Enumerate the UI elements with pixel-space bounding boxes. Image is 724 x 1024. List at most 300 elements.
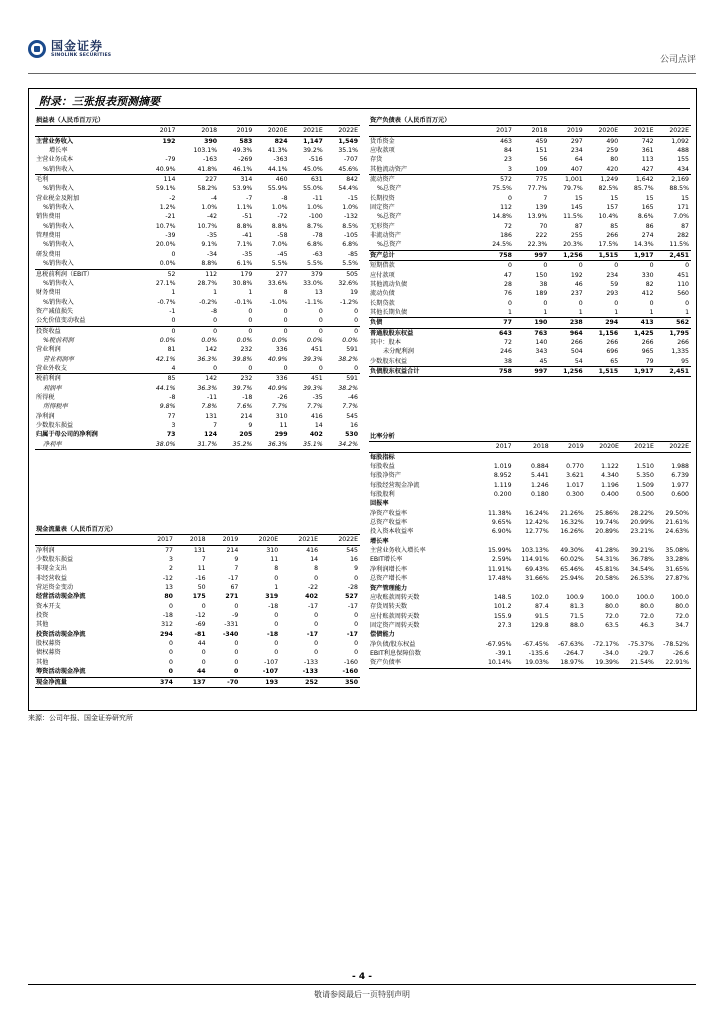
- row-value: 343: [535, 348, 548, 356]
- row-value: 0: [507, 194, 512, 202]
- row-value: 34.7: [675, 621, 689, 629]
- table-row: [369, 640, 691, 649]
- row-value: [551, 584, 586, 593]
- row-label: 所得税率: [43, 403, 68, 411]
- row-label: 每股收益: [370, 463, 395, 471]
- row-value: 39.7%: [232, 384, 253, 392]
- row-value: 997: [514, 366, 549, 376]
- year-header: 2018: [177, 126, 219, 136]
- row-value: 8.952: [493, 472, 512, 480]
- row-value: 41.28%: [595, 547, 619, 555]
- table-row: [35, 155, 360, 164]
- row-value: 31.66%: [525, 575, 549, 583]
- row-value: 0.770: [566, 463, 584, 471]
- row-value: 1.988: [671, 463, 689, 471]
- row-label: 资本开支: [36, 602, 61, 610]
- row-value: 1.1%: [236, 204, 253, 212]
- row-value: 1.122: [601, 463, 619, 471]
- row-value: 28: [504, 280, 512, 288]
- row-value: 0: [248, 307, 253, 315]
- row-value: 1.0%: [271, 204, 288, 212]
- row-value: 20.3%: [563, 241, 583, 249]
- row-value: 964: [549, 328, 584, 338]
- row-value: 282: [677, 232, 689, 240]
- row-label: 其他: [36, 658, 49, 666]
- row-label: 主营业务收入: [36, 137, 74, 145]
- row-label: 每股经营现金净流: [370, 481, 420, 489]
- row-label: EBIT增长率: [370, 556, 403, 564]
- row-label: 应付款项: [370, 271, 395, 279]
- sinolink-logo: [28, 40, 111, 59]
- row-value: 53.9%: [232, 185, 253, 193]
- row-value: 58.2%: [197, 185, 218, 193]
- row-label: 存货: [370, 156, 383, 164]
- row-value: 3: [171, 422, 176, 429]
- row-value: 17.48%: [487, 575, 512, 583]
- row-value: [514, 537, 551, 546]
- row-value: [656, 452, 691, 462]
- row-value: 1: [543, 308, 548, 316]
- row-value: 1.2%: [159, 204, 176, 212]
- row-value: 80.0: [640, 603, 654, 611]
- row-value: 112: [500, 204, 512, 212]
- row-value: 151: [535, 147, 548, 155]
- row-value: -1: [169, 307, 176, 315]
- row-value: [551, 630, 586, 639]
- row-value: [551, 499, 586, 508]
- row-value: [656, 584, 691, 593]
- row-value: -105: [343, 232, 358, 240]
- income-statement-table: [35, 116, 360, 450]
- row-value: 0.600: [671, 491, 689, 499]
- row-value: 114: [142, 175, 177, 185]
- row-value: 32.6%: [338, 279, 358, 287]
- row-value: 0: [169, 649, 173, 657]
- year-header: 2022E: [320, 535, 360, 545]
- row-value: 110: [677, 280, 689, 288]
- row-label: %总资产: [377, 241, 402, 249]
- row-value: -42: [206, 213, 218, 221]
- table-row: [369, 518, 691, 527]
- row-value: 9.8%: [159, 403, 176, 411]
- row-label: 回报率: [370, 500, 389, 508]
- row-value: [586, 452, 621, 462]
- row-label: 研发费用: [36, 250, 61, 258]
- row-value: 0: [234, 602, 239, 610]
- row-value: 19.74%: [595, 519, 619, 527]
- row-label: 净利率: [35, 440, 142, 450]
- row-value: 545: [346, 546, 358, 554]
- row-value: -11: [312, 194, 323, 202]
- row-label: 股权募资: [36, 640, 61, 648]
- row-value: 49.30%: [560, 547, 584, 555]
- table-row: [35, 203, 360, 212]
- row-value: 113: [641, 156, 654, 164]
- row-value: 1: [614, 308, 619, 316]
- row-value: 0: [234, 649, 239, 657]
- row-value: 35.08%: [665, 547, 689, 555]
- row-value: 8.7%: [307, 222, 323, 230]
- row-value: 25.86%: [595, 509, 619, 517]
- table-row: [369, 338, 691, 347]
- row-value: -78.52%: [663, 640, 689, 648]
- row-value: 80: [610, 156, 619, 164]
- row-label: 应收账款周转天数: [370, 593, 420, 601]
- row-value: 39.21%: [630, 547, 654, 555]
- row-value: 84: [504, 147, 512, 155]
- row-value: 36.3%: [197, 384, 218, 392]
- row-label: 流动资产: [369, 175, 478, 185]
- row-value: 34.54%: [630, 565, 654, 573]
- table-row: [35, 355, 360, 364]
- table-row: [369, 289, 691, 298]
- row-value: -81: [194, 630, 206, 638]
- row-value: 33.28%: [665, 556, 689, 564]
- disclaimer: 敬请参阅最后一页特别声明: [314, 990, 410, 999]
- row-value: 44.1%: [267, 165, 288, 173]
- row-value: 583: [239, 137, 253, 145]
- row-value: 527: [345, 593, 358, 601]
- table-row: [369, 565, 691, 574]
- row-value: 266: [606, 338, 619, 346]
- row-value: 4: [171, 364, 176, 372]
- row-value: 413: [620, 318, 655, 328]
- row-value: 232: [219, 374, 254, 384]
- row-value: 33.0%: [303, 279, 323, 287]
- year-header: 2018: [514, 126, 549, 136]
- row-value: 319: [265, 593, 279, 601]
- row-label: %销售收入: [43, 298, 74, 306]
- row-value: 18.97%: [551, 658, 586, 668]
- row-value: 0: [248, 317, 253, 325]
- row-label: 销售费用: [36, 213, 61, 221]
- row-value: 0: [177, 326, 219, 336]
- row-value: [656, 630, 691, 639]
- row-value: 416: [310, 412, 323, 420]
- row-value: 85.7%: [633, 185, 654, 193]
- row-value: 5.441: [531, 472, 549, 480]
- row-label: 息税前利润（EBIT）: [35, 269, 142, 279]
- row-label: 所得税: [36, 393, 55, 401]
- row-value: 758: [478, 366, 513, 376]
- table-row: [35, 288, 360, 297]
- year-header: 2017: [142, 126, 177, 136]
- row-value: 0: [354, 649, 358, 657]
- row-value: 38: [539, 280, 548, 288]
- table-row: [35, 658, 360, 667]
- row-value: 87.4: [534, 603, 549, 611]
- row-value: 11.5%: [563, 213, 583, 221]
- row-value: 0.200: [493, 491, 512, 499]
- row-value: 266: [641, 338, 654, 346]
- row-value: 1,795: [656, 328, 691, 338]
- row-value: 100.9: [566, 593, 584, 601]
- row-value: 294: [585, 318, 620, 328]
- row-value: [621, 499, 656, 508]
- table-row: [369, 555, 691, 564]
- row-value: -8: [169, 393, 176, 401]
- row-label: 公允价值变动收益: [36, 317, 86, 325]
- row-value: 131: [193, 546, 206, 554]
- row-value: 312: [161, 621, 173, 629]
- row-value: 591: [325, 374, 360, 384]
- row-value: 33.6%: [267, 279, 288, 287]
- row-label: 税前利润: [35, 374, 142, 384]
- row-value: 0: [234, 640, 239, 648]
- row-value: 2,169: [656, 175, 691, 185]
- table-row: [369, 452, 691, 462]
- row-value: -46: [347, 393, 358, 401]
- row-value: -160: [342, 668, 358, 676]
- table-row: [369, 194, 691, 203]
- row-value: 72.0: [640, 612, 654, 620]
- row-label: 非现金支出: [36, 565, 67, 573]
- row-label: 净资产收益率: [370, 509, 408, 517]
- row-value: 0: [614, 299, 619, 307]
- row-label: 长期贷款: [370, 299, 395, 307]
- row-value: 294: [160, 630, 173, 638]
- row-value: 40.9%: [267, 384, 288, 392]
- row-value: 0: [325, 326, 360, 336]
- row-value: 9: [234, 556, 239, 564]
- row-value: [656, 537, 691, 546]
- row-value: 451: [677, 271, 689, 279]
- table-row: [35, 677, 360, 687]
- row-value: 0.0%: [159, 260, 176, 268]
- row-value: 11.91%: [487, 565, 512, 573]
- row-value: 0: [318, 317, 323, 325]
- row-label: %税前利润: [43, 336, 74, 344]
- row-value: 591: [346, 346, 358, 354]
- year-header: 2022E: [656, 442, 691, 452]
- row-value: 30.8%: [232, 279, 253, 287]
- row-label: 短期借款: [369, 261, 478, 271]
- row-value: 451: [290, 374, 325, 384]
- row-value: 9: [248, 422, 253, 429]
- row-value: 14.3%: [633, 241, 654, 249]
- row-value: -17: [307, 602, 319, 610]
- row-value: [514, 499, 551, 508]
- row-value: 5.5%: [307, 260, 323, 268]
- row-value: 460: [254, 175, 289, 185]
- row-value: 8: [314, 565, 319, 573]
- row-value: 7.6%: [236, 403, 253, 411]
- row-value: 29.50%: [665, 509, 689, 517]
- row-value: 0.500: [636, 491, 654, 499]
- row-value: 266: [606, 232, 619, 240]
- row-value: 0: [514, 261, 549, 271]
- row-value: 0: [354, 640, 358, 648]
- row-value: 79: [645, 357, 654, 365]
- row-value: -132: [343, 213, 358, 221]
- row-value: 11.5%: [669, 241, 689, 249]
- row-label: %销售收入: [43, 279, 74, 287]
- row-value: 775: [514, 175, 549, 185]
- row-value: 1,917: [620, 250, 655, 260]
- row-value: 7: [234, 565, 239, 573]
- row-value: 13.9%: [527, 213, 548, 221]
- row-value: -0.7%: [157, 298, 176, 306]
- row-value: 86: [645, 222, 654, 230]
- row-value: 72: [504, 222, 512, 230]
- row-value: 234: [606, 271, 619, 279]
- row-value: 27.3: [497, 621, 512, 629]
- table-row: [369, 574, 691, 583]
- row-value: 14.8%: [492, 213, 512, 221]
- row-value: [551, 452, 586, 462]
- row-value: 1.509: [636, 481, 654, 489]
- row-value: [478, 630, 513, 639]
- table-row: [369, 602, 691, 611]
- row-value: 20.58%: [595, 575, 619, 583]
- row-value: 189: [535, 290, 548, 298]
- row-value: 190: [514, 318, 549, 328]
- row-value: 0: [283, 307, 288, 315]
- row-label: %销售收入: [43, 260, 74, 268]
- row-value: 80.0: [675, 603, 689, 611]
- row-value: 7.8%: [201, 403, 218, 411]
- table-row: [35, 564, 360, 573]
- row-value: -1.1%: [304, 298, 323, 306]
- row-value: 75.5%: [492, 185, 512, 193]
- row-value: 47: [504, 271, 512, 279]
- row-value: 0: [201, 602, 206, 610]
- row-label: 投资收益: [35, 326, 142, 336]
- row-value: 402: [309, 431, 323, 439]
- row-value: -363: [273, 156, 288, 164]
- row-value: 49.3%: [232, 147, 253, 155]
- row-value: 81.3: [570, 603, 584, 611]
- row-value: 12.77%: [525, 528, 549, 536]
- table-row: [369, 546, 691, 555]
- row-value: 314: [219, 175, 254, 185]
- row-value: 1: [649, 308, 654, 316]
- row-value: 1,642: [620, 175, 655, 185]
- row-value: -0.1%: [234, 298, 253, 306]
- row-value: 41.3%: [267, 147, 288, 155]
- table-row: [369, 328, 691, 338]
- row-value: 72.0: [605, 612, 619, 620]
- row-value: 0: [201, 649, 206, 657]
- row-value: 42.1%: [155, 355, 176, 363]
- table-row: [369, 271, 691, 280]
- row-value: 38: [504, 357, 512, 365]
- row-value: 39.8%: [232, 355, 253, 363]
- row-value: 0.300: [566, 491, 584, 499]
- row-value: 85: [142, 374, 177, 384]
- row-label: 每股股利: [370, 491, 395, 499]
- row-value: 0: [201, 658, 206, 666]
- row-value: 310: [275, 412, 288, 420]
- row-label: 少数股东损益: [36, 556, 74, 564]
- row-value: 293: [606, 290, 619, 298]
- row-label: 每股净资产: [370, 472, 401, 480]
- table-row: [369, 280, 691, 289]
- row-value: 390: [204, 137, 218, 145]
- table-row: [369, 490, 691, 499]
- row-value: -107: [262, 668, 279, 676]
- row-label: 增长率: [49, 147, 68, 155]
- row-value: 5.5%: [271, 260, 288, 268]
- row-value: 0: [354, 317, 358, 325]
- row-value: 11: [279, 422, 288, 429]
- row-value: 88.0: [570, 621, 584, 629]
- row-value: -67.95%: [485, 640, 512, 648]
- row-value: 24.5%: [492, 241, 512, 249]
- row-label: 利润率: [43, 384, 62, 392]
- row-value: 842: [325, 175, 360, 185]
- row-value: 54.4%: [338, 185, 358, 193]
- table-row: [369, 537, 691, 546]
- row-value: -35: [312, 393, 323, 401]
- row-label: 营业外收支: [36, 364, 67, 372]
- row-value: -340: [222, 630, 239, 638]
- row-value: 7.1%: [236, 241, 253, 249]
- table-row: [35, 555, 360, 564]
- year-header: 2019: [549, 126, 584, 136]
- row-value: 214: [240, 412, 253, 420]
- row-value: 77: [167, 412, 176, 420]
- row-value: -163: [203, 156, 218, 164]
- year-header: 2020E: [254, 126, 289, 136]
- row-value: -29.7: [637, 649, 654, 657]
- table-row: [35, 639, 360, 648]
- table-row: [35, 250, 360, 259]
- row-value: 0: [283, 364, 288, 372]
- year-header: 2018: [514, 442, 551, 452]
- row-value: -133: [304, 658, 319, 666]
- row-value: 0.0%: [159, 336, 176, 344]
- sinolink-logo-icon: [28, 40, 46, 58]
- row-value: 1,515: [585, 366, 620, 376]
- row-value: 205: [239, 431, 253, 439]
- row-value: 82.5%: [598, 185, 619, 193]
- row-value: 34.2%: [325, 440, 360, 450]
- row-value: 85: [610, 222, 619, 230]
- row-value: [514, 584, 551, 593]
- row-value: 1: [213, 289, 218, 297]
- row-label: 长期投资: [370, 194, 395, 202]
- row-value: 0: [354, 307, 358, 315]
- row-value: 0: [274, 649, 279, 657]
- table-row: [369, 308, 691, 318]
- table-row: [35, 231, 360, 240]
- row-value: 186: [500, 232, 512, 240]
- row-value: 227: [177, 175, 219, 185]
- table-row: [369, 261, 691, 271]
- row-value: 277: [254, 269, 289, 279]
- row-label: 营业利润: [36, 346, 61, 354]
- row-value: 0: [274, 640, 279, 648]
- row-label: 营业利润率: [43, 355, 74, 363]
- row-value: 8.8%: [236, 222, 253, 230]
- row-value: -18: [242, 393, 253, 401]
- row-label: %销售收入: [43, 165, 74, 173]
- row-value: 0: [234, 668, 239, 676]
- row-value: -100: [308, 213, 323, 221]
- row-value: 175: [192, 593, 206, 601]
- table-row: [35, 620, 360, 629]
- row-value: -39: [165, 232, 176, 240]
- row-value: 39.3%: [303, 384, 323, 392]
- row-value: 35.1%: [290, 440, 325, 450]
- row-value: 157: [606, 204, 619, 212]
- table-row: [35, 574, 360, 583]
- row-label: 主营业务成本: [36, 156, 74, 164]
- row-value: -26.6: [672, 649, 689, 657]
- row-value: -72: [277, 213, 288, 221]
- row-value: 65: [610, 357, 619, 365]
